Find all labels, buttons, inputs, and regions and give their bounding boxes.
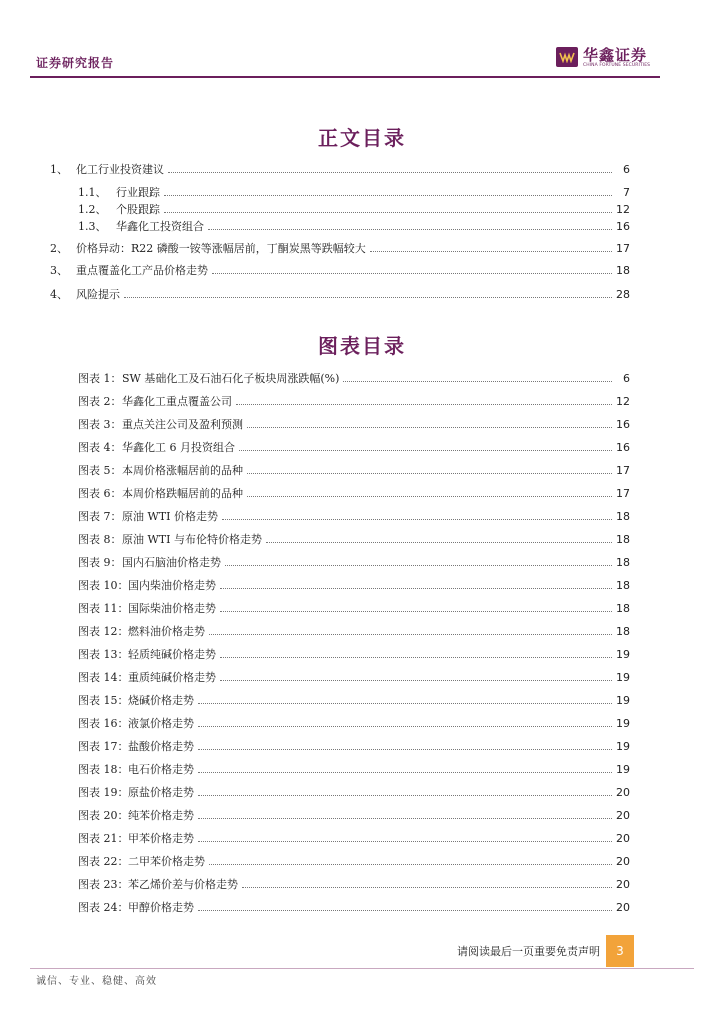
toc-entry-number: 图表 13： bbox=[78, 648, 129, 661]
toc-entry-text: 原盐价格走势 bbox=[128, 786, 194, 799]
toc-entry-text: 化工行业投资建议 bbox=[76, 163, 164, 176]
toc-entry[interactable] bbox=[78, 531, 630, 547]
disclaimer-bar bbox=[450, 935, 634, 967]
toc-entry[interactable] bbox=[78, 577, 630, 593]
toc-entry-number: 4、 bbox=[50, 288, 68, 301]
toc-entry-text: 盐酸价格走势 bbox=[128, 740, 194, 753]
toc-entry[interactable] bbox=[78, 692, 630, 708]
toc-leader-dots bbox=[222, 510, 612, 520]
toc-entry[interactable] bbox=[78, 554, 630, 570]
toc-entry-number: 2、 bbox=[50, 242, 68, 255]
toc-entry-text: 电石价格走势 bbox=[128, 763, 194, 776]
toc-entry-text: 重点关注公司及盈利预测 bbox=[122, 418, 243, 431]
toc-entry-text: 重点覆盖化工产品价格走势 bbox=[76, 264, 208, 277]
toc-entry-text: 液氯价格走势 bbox=[128, 717, 194, 730]
toc-entry-number: 图表 24： bbox=[78, 901, 129, 914]
toc-leader-dots bbox=[220, 671, 612, 681]
toc-entry-number: 图表 15： bbox=[78, 694, 129, 707]
toc-entry-number: 1.2、 bbox=[78, 203, 107, 216]
toc-entry-page: 18 bbox=[616, 625, 630, 638]
toc-entry[interactable] bbox=[78, 600, 630, 616]
toc-entry-number: 图表 12： bbox=[78, 625, 129, 638]
page-header bbox=[30, 38, 660, 78]
toc-leader-dots bbox=[208, 220, 612, 230]
toc-entry-number: 图表 1： bbox=[78, 372, 122, 385]
toc-leader-dots bbox=[212, 264, 612, 274]
footer-motto: 诚信、专业、稳健、高效 bbox=[36, 976, 157, 987]
toc-entry-text: 华鑫化工重点覆盖公司 bbox=[122, 395, 232, 408]
toc-entry[interactable] bbox=[50, 286, 630, 302]
toc-entry-page: 20 bbox=[616, 901, 630, 914]
toc-entry-text: 华鑫化工 6 月投资组合 bbox=[122, 441, 235, 454]
toc-leader-dots bbox=[225, 556, 612, 566]
toc-entry-number: 图表 10： bbox=[78, 579, 129, 592]
toc-leader-dots bbox=[209, 625, 612, 635]
toc-entry-page: 7 bbox=[623, 186, 630, 199]
toc-leader-dots bbox=[247, 418, 612, 428]
toc-leader-dots bbox=[124, 288, 612, 298]
toc-entry-text: 轻质纯碱价格走势 bbox=[128, 648, 216, 661]
toc-entry-text: 华鑫化工投资组合 bbox=[116, 220, 204, 233]
toc-entry-number: 图表 11： bbox=[78, 602, 129, 615]
toc-entry-page: 18 bbox=[616, 602, 630, 615]
toc-entry-text: 重质纯碱价格走势 bbox=[128, 671, 216, 684]
company-logo bbox=[556, 44, 656, 72]
toc-leader-dots bbox=[198, 717, 612, 727]
toc-leader-dots bbox=[242, 878, 612, 888]
toc-entry-page: 12 bbox=[616, 395, 630, 408]
toc-entry-page: 12 bbox=[616, 203, 630, 216]
toc-entry-page: 17 bbox=[616, 464, 630, 477]
toc-entry[interactable] bbox=[78, 784, 630, 800]
toc-entry-text: 原油 WTI 与布伦特价格走势 bbox=[122, 533, 262, 546]
toc-leader-dots bbox=[164, 203, 612, 213]
toc-entry-number: 图表 6： bbox=[78, 487, 122, 500]
toc-entry-text: 国内柴油价格走势 bbox=[128, 579, 216, 592]
toc-leader-dots bbox=[236, 395, 612, 405]
main-toc-title: 正文目录 bbox=[318, 126, 406, 150]
toc-entry-page: 6 bbox=[623, 163, 630, 176]
toc-entry-page: 19 bbox=[616, 763, 630, 776]
toc-entry-page: 20 bbox=[616, 855, 630, 868]
toc-leader-dots bbox=[220, 602, 612, 612]
toc-leader-dots bbox=[343, 372, 612, 382]
toc-entry-number: 图表 8： bbox=[78, 533, 122, 546]
toc-entry[interactable] bbox=[78, 508, 630, 524]
logo-name-cn: 华鑫证券 bbox=[583, 46, 648, 64]
toc-entry-page: 16 bbox=[616, 418, 630, 431]
toc-entry-page: 20 bbox=[616, 809, 630, 822]
toc-entry[interactable] bbox=[78, 416, 630, 432]
toc-entry-text: 价格异动：R22 磷酸一铵等涨幅居前，丁酮炭黑等跌幅较大 bbox=[76, 242, 366, 255]
toc-entry[interactable] bbox=[78, 623, 630, 639]
toc-entry-text: 本周价格跌幅居前的品种 bbox=[122, 487, 243, 500]
toc-entry-text: 行业跟踪 bbox=[116, 186, 160, 199]
toc-leader-dots bbox=[239, 441, 612, 451]
toc-entry[interactable] bbox=[78, 370, 630, 386]
toc-leader-dots bbox=[198, 809, 612, 819]
toc-entry-number: 1、 bbox=[50, 163, 68, 176]
toc-leader-dots bbox=[198, 832, 612, 842]
toc-entry-number: 图表 5： bbox=[78, 464, 122, 477]
toc-entry-page: 20 bbox=[616, 832, 630, 845]
toc-entry[interactable] bbox=[78, 715, 630, 731]
toc-entry[interactable] bbox=[50, 240, 630, 256]
toc-entry-number: 1.3、 bbox=[78, 220, 107, 233]
toc-entry-text: 国际柴油价格走势 bbox=[128, 602, 216, 615]
toc-entry-page: 6 bbox=[623, 372, 630, 385]
toc-entry[interactable] bbox=[78, 899, 630, 915]
toc-entry-text: 个股跟踪 bbox=[116, 203, 160, 216]
toc-entry-page: 20 bbox=[616, 878, 630, 891]
toc-entry[interactable] bbox=[78, 646, 630, 662]
toc-entry-number: 1.1、 bbox=[78, 186, 107, 199]
toc-leader-dots bbox=[168, 163, 612, 173]
toc-entry[interactable] bbox=[78, 853, 630, 869]
footer-divider bbox=[30, 968, 694, 969]
toc-entry-page: 19 bbox=[616, 671, 630, 684]
toc-leader-dots bbox=[370, 242, 612, 252]
toc-entry[interactable] bbox=[78, 738, 630, 754]
toc-entry-text: 甲醇价格走势 bbox=[128, 901, 194, 914]
toc-entry-page: 19 bbox=[616, 740, 630, 753]
toc-entry-page: 16 bbox=[616, 441, 630, 454]
toc-entry[interactable] bbox=[50, 161, 630, 177]
toc-leader-dots bbox=[209, 855, 612, 865]
toc-entry[interactable] bbox=[78, 807, 630, 823]
toc-entry-text: 燃料油价格走势 bbox=[128, 625, 205, 638]
toc-entry-page: 18 bbox=[616, 579, 630, 592]
toc-leader-dots bbox=[198, 786, 612, 796]
toc-leader-dots bbox=[164, 186, 612, 196]
toc-leader-dots bbox=[198, 763, 612, 773]
toc-entry[interactable] bbox=[78, 201, 630, 217]
toc-entry[interactable] bbox=[78, 462, 630, 478]
toc-entry-page: 16 bbox=[616, 220, 630, 233]
toc-entry-number: 图表 14： bbox=[78, 671, 129, 684]
toc-entry[interactable] bbox=[78, 830, 630, 846]
toc-entry-number: 图表 22： bbox=[78, 855, 129, 868]
toc-entry-page: 18 bbox=[616, 510, 630, 523]
toc-entry-page: 19 bbox=[616, 694, 630, 707]
toc-entry[interactable] bbox=[78, 485, 630, 501]
toc-entry-number: 3、 bbox=[50, 264, 68, 277]
toc-entry[interactable] bbox=[78, 669, 630, 685]
toc-entry-number: 图表 19： bbox=[78, 786, 129, 799]
toc-entry-page: 18 bbox=[616, 264, 630, 277]
toc-entry-page: 19 bbox=[616, 717, 630, 730]
toc-entry-text: 原油 WTI 价格走势 bbox=[122, 510, 218, 523]
toc-entry-text: 风险提示 bbox=[76, 288, 120, 301]
toc-entry-text: SW 基础化工及石油石化子板块周涨跌幅(%) bbox=[122, 372, 340, 385]
toc-entry[interactable] bbox=[78, 393, 630, 409]
toc-entry-number: 图表 3： bbox=[78, 418, 122, 431]
toc-leader-dots bbox=[198, 740, 612, 750]
toc-leader-dots bbox=[220, 648, 612, 658]
toc-entry-text: 纯苯价格走势 bbox=[128, 809, 194, 822]
logo-mark-icon bbox=[556, 47, 578, 67]
toc-entry-page: 28 bbox=[616, 288, 630, 301]
toc-entry-number: 图表 21： bbox=[78, 832, 129, 845]
toc-entry[interactable] bbox=[78, 439, 630, 455]
toc-entry-number: 图表 20： bbox=[78, 809, 129, 822]
toc-entry-page: 18 bbox=[616, 533, 630, 546]
toc-entry[interactable] bbox=[50, 262, 630, 278]
toc-entry-number: 图表 4： bbox=[78, 441, 122, 454]
toc-leader-dots bbox=[266, 533, 612, 543]
toc-entry-number: 图表 16： bbox=[78, 717, 129, 730]
toc-entry[interactable] bbox=[78, 761, 630, 777]
disclaimer-text: 请阅读最后一页重要免责声明 bbox=[457, 945, 600, 958]
toc-entry-text: 甲苯价格走势 bbox=[128, 832, 194, 845]
toc-entry[interactable] bbox=[78, 218, 630, 234]
toc-entry-page: 20 bbox=[616, 786, 630, 799]
toc-leader-dots bbox=[220, 579, 612, 589]
toc-entry-number: 图表 9： bbox=[78, 556, 122, 569]
toc-leader-dots bbox=[247, 464, 612, 474]
figure-toc-title: 图表目录 bbox=[318, 334, 406, 358]
toc-entry-page: 18 bbox=[616, 556, 630, 569]
toc-entry-page: 17 bbox=[616, 242, 630, 255]
report-type-label: 证券研究报告 bbox=[36, 56, 115, 70]
toc-entry-number: 图表 7： bbox=[78, 510, 122, 523]
toc-entry-text: 本周价格涨幅居前的品种 bbox=[122, 464, 243, 477]
toc-entry-number: 图表 18： bbox=[78, 763, 129, 776]
toc-entry-page: 19 bbox=[616, 648, 630, 661]
toc-entry-number: 图表 17： bbox=[78, 740, 129, 753]
toc-entry-text: 二甲苯价格走势 bbox=[128, 855, 205, 868]
toc-entry[interactable] bbox=[78, 876, 630, 892]
toc-entry-text: 苯乙烯价差与价格走势 bbox=[128, 878, 238, 891]
toc-entry-number: 图表 23： bbox=[78, 878, 129, 891]
toc-leader-dots bbox=[198, 901, 612, 911]
toc-leader-dots bbox=[198, 694, 612, 704]
toc-entry-text: 国内石脑油价格走势 bbox=[122, 556, 221, 569]
toc-entry[interactable] bbox=[78, 184, 630, 200]
toc-leader-dots bbox=[247, 487, 612, 497]
toc-entry-text: 烧碱价格走势 bbox=[128, 694, 194, 707]
logo-name-en: CHINA FORTUNE SECURITIES bbox=[583, 63, 651, 68]
page-number: 3 bbox=[606, 935, 634, 967]
toc-entry-page: 17 bbox=[616, 487, 630, 500]
toc-entry-number: 图表 2： bbox=[78, 395, 122, 408]
